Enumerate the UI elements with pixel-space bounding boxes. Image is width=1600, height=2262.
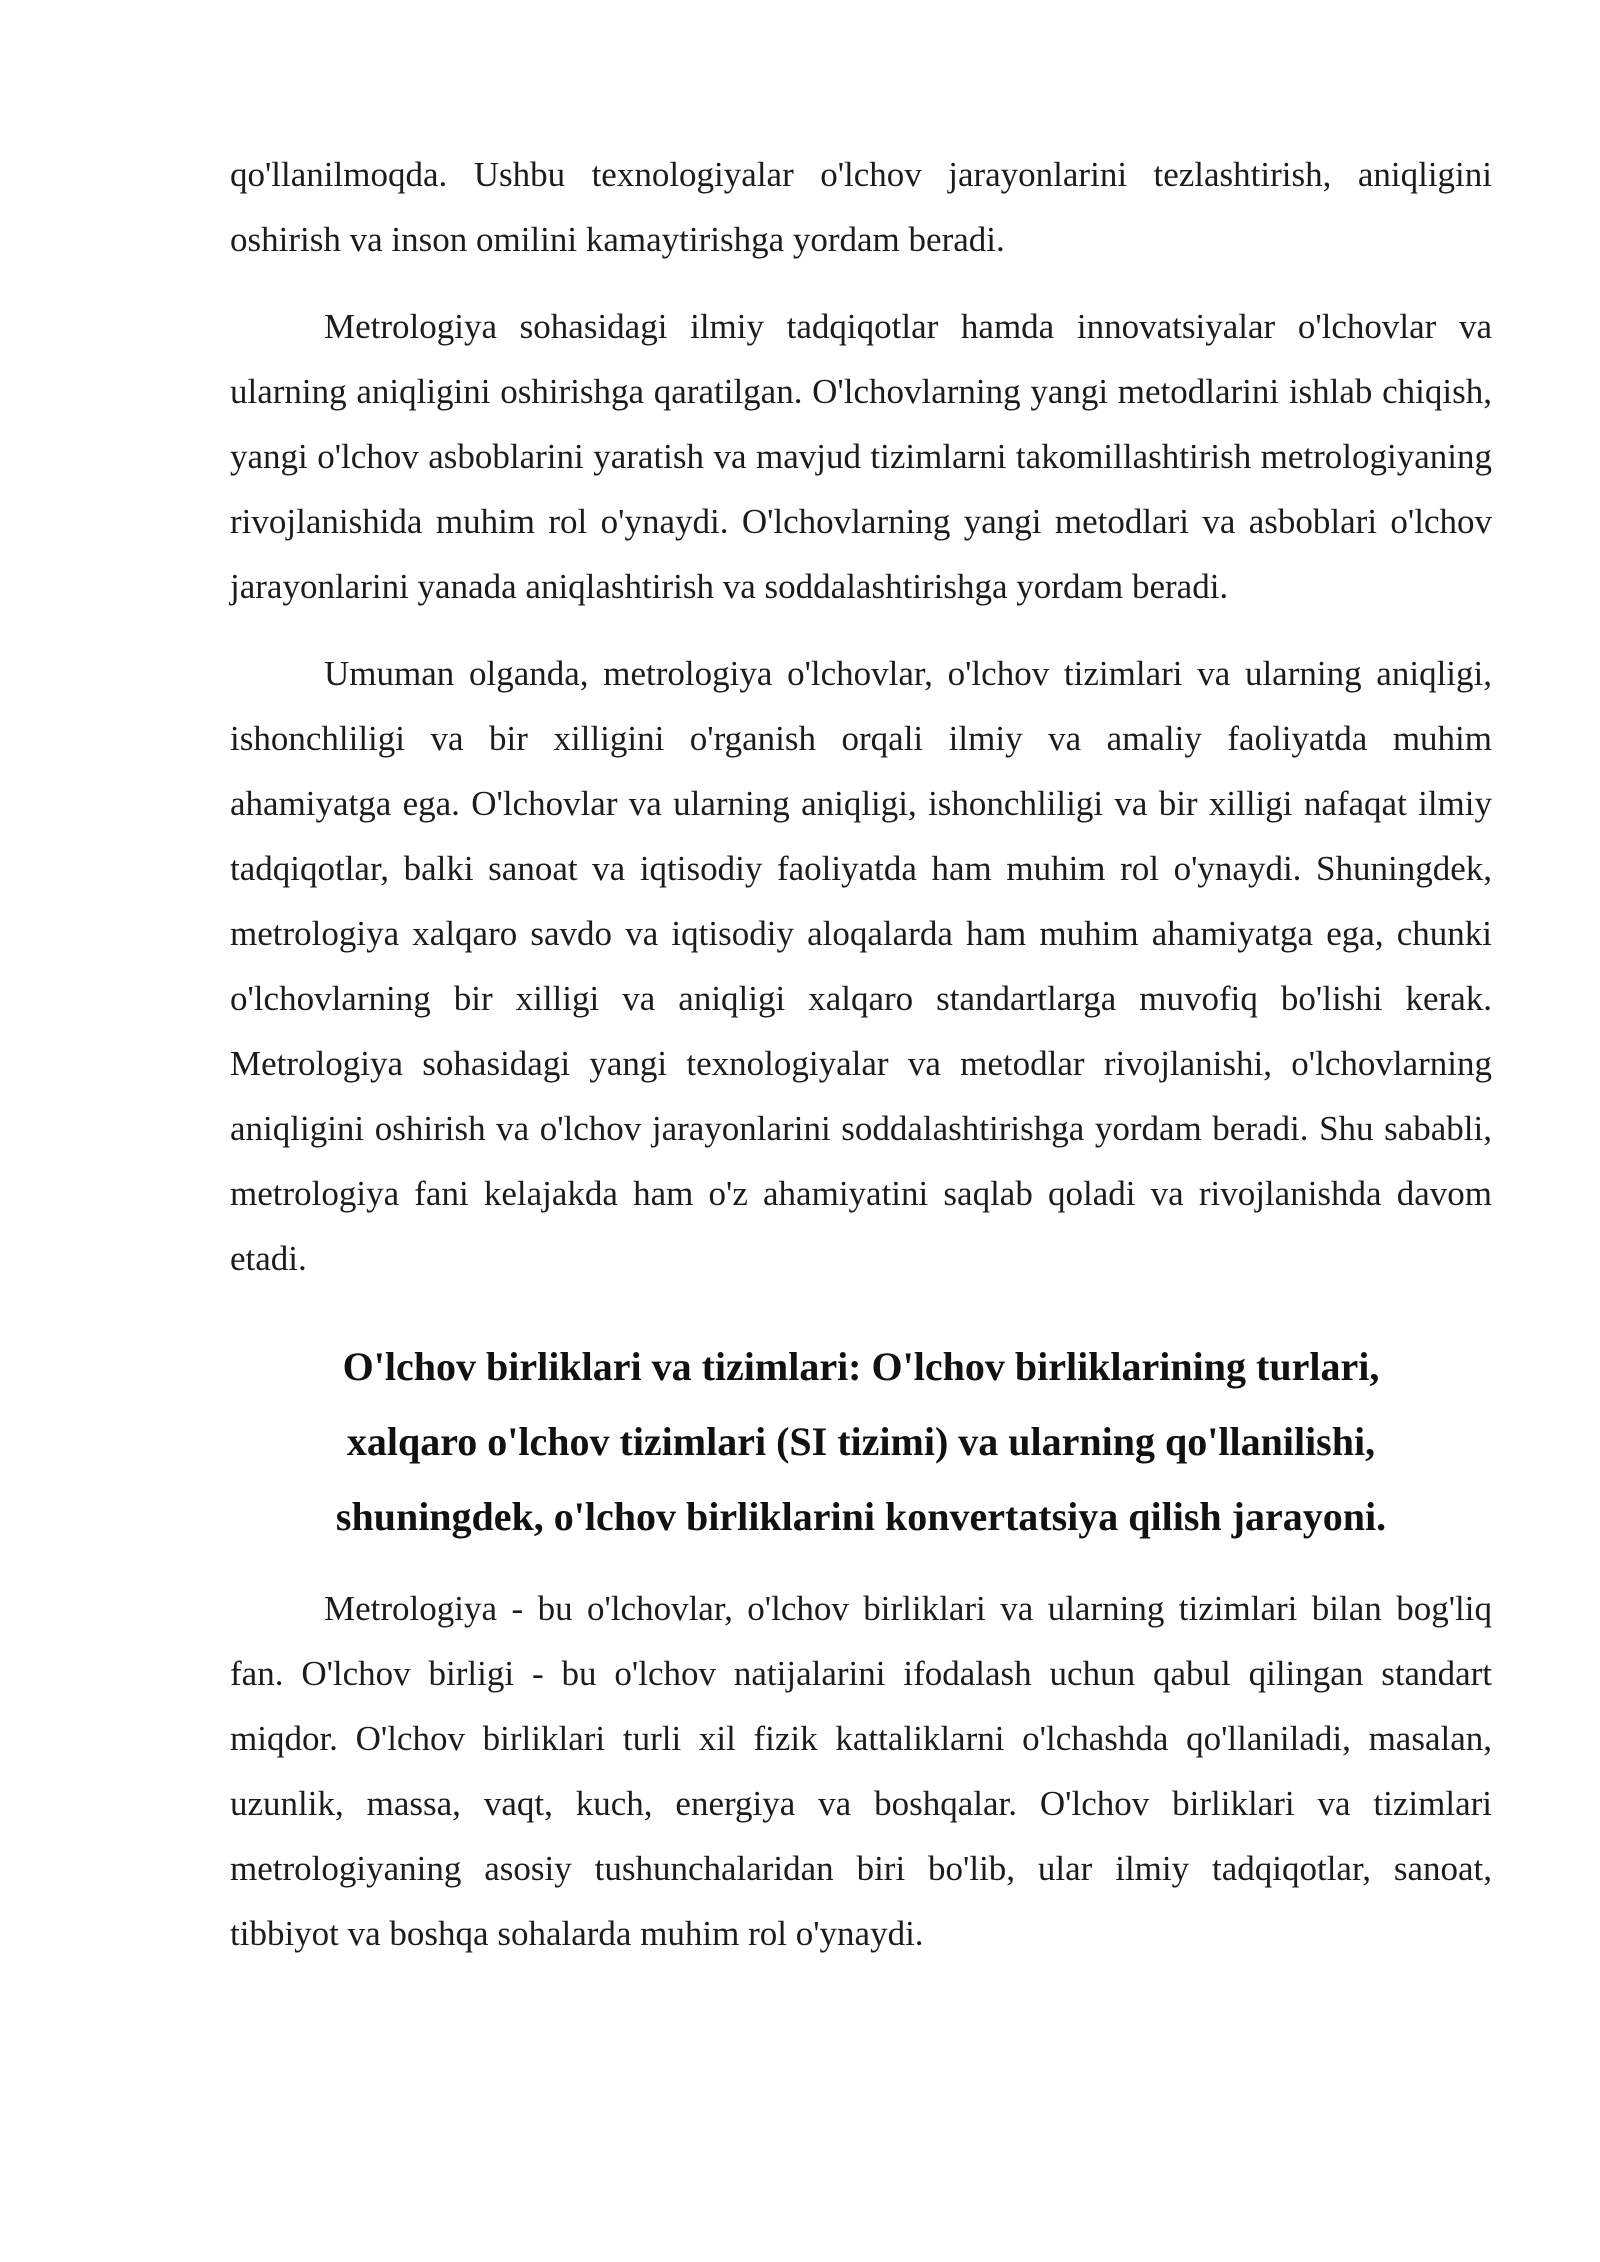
page-content — [230, 142, 1492, 1988]
section-heading-line-3: shuningdek, o'lchov birliklarini konvertatsiya qilish jarayoni. — [335, 1494, 1387, 1539]
section-heading — [230, 1329, 1492, 1554]
section-heading-line-1: O'lchov birliklari va tizimlari: O'lchov birliklarining turlari, — [342, 1344, 1380, 1389]
paragraph-continuation: qo'llanilmoqda. Ushbu texnologiyalar o'lchov jarayonlarini tezlashtirish, aniqligini oshirish va inson omilini kamaytirishga yordam beradi. — [230, 155, 1492, 259]
section-heading-line-2: xalqaro o'lchov tizimlari (SI tizimi) va ularning qo'llanilishi, — [346, 1419, 1376, 1464]
paragraph-research: Metrologiya sohasidagi ilmiy tadqiqotlar hamda innovatsiyalar o'lchovlar va ularning aniqligini oshirishga qaratilgan. O'lchovlarning yangi metodlarini ishlab chiqish, yangi o'lchov asboblarini yaratish va mavjud tizimlarni takomillashtirish metrologiyaning rivojlanishida muhim rol o'ynaydi. O'lchovlarning yangi metodlari va asboblari o'lchov jarayonlarini yanada aniqlashtirish va soddalashtirishga yordam beradi. — [230, 307, 1492, 606]
paragraph-definition: Metrologiya - bu o'lchovlar, o'lchov birliklari va ularning tizimlari bilan bog'liq fan. O'lchov birligi - bu o'lchov natijalarini ifodalash uchun qabul qilingan standart miqdor. O'lchov birliklari turli xil fizik kattaliklarni o'lchashda qo'llaniladi, masalan, uzunlik, massa, vaqt, kuch, energiya va boshqalar. O'lchov birliklari va tizimlari metrologiyaning asosiy tushunchalaridan biri bo'lib, ular ilmiy tadqiqotlar, sanoat, tibbiyot va boshqa sohalarda muhim rol o'ynaydi. — [230, 1589, 1492, 1953]
paragraph-summary: Umuman olganda, metrologiya o'lchovlar, o'lchov tizimlari va ularning aniqligi, ishonchliligi va bir xilligini o'rganish orqali ilmiy va amaliy faoliyatda muhim ahamiyatga ega. O'lchovlar va ularning aniqligi, ishonchliligi va bir xilligi nafaqat ilmiy tadqiqotlar, balki sanoat va iqtisodiy faoliyatda ham muhim rol o'ynaydi. Shuningdek, metrologiya xalqaro savdo va iqtisodiy aloqalarda ham muhim ahamiyatga ega, chunki o'lchovlarning bir xilligi va aniqligi xalqaro standartlarga muvofiq bo'lishi kerak. Metrologiya sohasidagi yangi texnologiyalar va metodlar rivojlanishi, o'lchovlarning aniqligini oshirish va o'lchov jarayonlarini soddalashtirishga yordam beradi. Shu sababli, metrologiya fani kelajakda ham o'z ahamiyatini saqlab qoladi va rivojlanishda davom etadi. — [230, 654, 1492, 1278]
